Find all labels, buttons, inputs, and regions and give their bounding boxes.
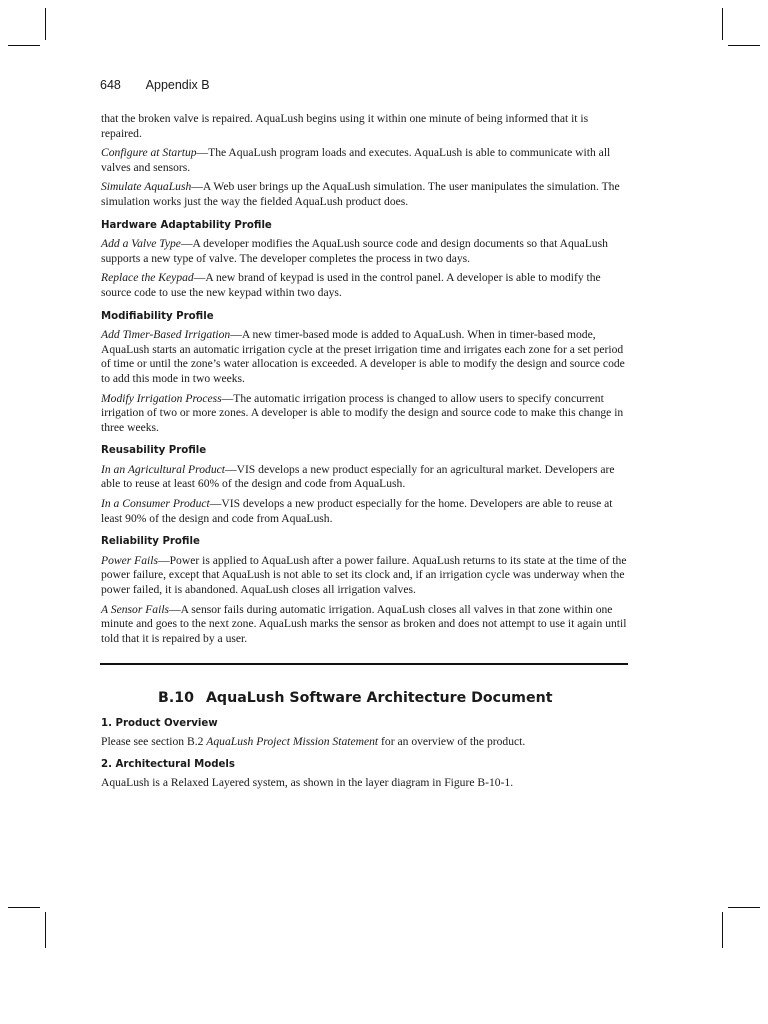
scenario-term: Simulate AquaLush: [101, 180, 192, 194]
cross-reference: AquaLush Project Mission Statement: [206, 734, 379, 748]
crop-mark-top-right-vertical: [722, 8, 723, 40]
section-title-text: AquaLush Software Architecture Document: [205, 690, 553, 706]
intro-continuation: that the broken valve is repaired. AquaLush begins using it within one minute of being informed that it is repaired.: [101, 112, 589, 140]
product-overview-heading: 1. Product Overview: [101, 718, 218, 729]
scenario-text: —A sensor fails during automatic irrigation. AquaLush closes all valves in that zone within one minute and goes to the next zone. AquaLush marks the sensor as broken and does not attempt to use it again until told that it is repaired by a user.: [101, 602, 627, 645]
scenario-term: Modify Irrigation Process: [101, 391, 222, 405]
scenario-add-timer-irrigation: [101, 328, 629, 386]
scenario-text: —VIS develops a new product especially for an agricultural market. Developers are able to reuse at least 60% of the design and code from AquaLush.: [101, 462, 615, 491]
crop-mark-top-left-horizontal: [8, 45, 40, 46]
crop-mark-top-right-horizontal: [728, 45, 760, 46]
reliability-heading: Reliability Profile: [101, 536, 200, 548]
scenario-term: In a Consumer Product: [101, 497, 210, 511]
running-head-title: Appendix B: [145, 78, 210, 92]
page-number: 648: [100, 78, 121, 92]
scenario-term: Power Fails: [101, 553, 159, 567]
crop-mark-bottom-left-horizontal: [8, 907, 40, 908]
section-title: [158, 690, 552, 706]
architectural-models-text: AquaLush is a Relaxed Layered system, as shown in the layer diagram in Figure B-10-1.: [101, 775, 514, 789]
scenario-text: —A Web user brings up the AquaLush simulation. The user manipulates the simulation. The simulation works just the way the fielded AquaLush product does.: [101, 180, 620, 208]
scenario-text: —A new brand of keypad is used in the control panel. A developer is able to modify the source code to use the new keypad within two days.: [101, 271, 601, 299]
scenario-modify-irrigation: [101, 392, 629, 436]
scenario-term: A Sensor Fails: [101, 602, 170, 616]
scenario-agricultural-product: [101, 463, 629, 492]
section-body: [101, 717, 629, 795]
scenario-power-fails: [101, 554, 629, 598]
scenario-text: —Power is applied to AquaLush after a power failure. AquaLush returns to its state at the time of the power failure, except that AquaLush is not able to set its clock and, if an irrigation cycle was underway when the power failed, it is abandoned. AquaLush closes all irrigation valves.: [101, 553, 627, 597]
architectural-models-heading: 2. Architectural Models: [101, 759, 235, 771]
modifiability-heading: Modifiability Profile: [101, 310, 214, 322]
scenario-term: Configure at Startup: [101, 146, 197, 160]
scenario-sensor-fails: [101, 603, 629, 647]
crop-mark-bottom-right-vertical: [722, 912, 723, 948]
scenario-term: Add Timer-Based Irrigation: [101, 328, 231, 342]
crop-mark-top-left-vertical: [45, 8, 46, 40]
scenario-simulate-aqualush: [101, 180, 629, 209]
crop-mark-bottom-right-horizontal: [728, 907, 760, 908]
scenario-text: —The automatic irrigation process is changed to allow users to specify concurrent irrigation of two or more zones. A developer is able to modify the design and source code to make this change in three weeks.: [101, 391, 624, 434]
scenario-add-valve-type: [101, 237, 629, 266]
product-overview-text: Please see section B.2 AquaLush Project Mission Statement for an overview of the product.: [101, 734, 526, 748]
reusability-heading: Reusability Profile: [101, 445, 207, 457]
scenario-configure-at-startup: [101, 146, 629, 175]
scenario-term: Replace the Keypad: [101, 271, 194, 285]
scenario-text: —The AquaLush program loads and executes. AquaLush is able to communicate with all valves and sensors.: [101, 146, 611, 174]
section-divider: [100, 663, 628, 665]
scenario-text: —VIS develops a new product especially for the home. Developers are able to reuse at least 90% of the design and code from AquaLush.: [101, 497, 613, 525]
page-body: [101, 112, 629, 651]
section-number: B.10: [158, 690, 194, 706]
scenario-consumer-product: [101, 497, 629, 526]
scenario-term: In an Agricultural Product: [101, 462, 225, 476]
scenario-text: —A new timer-based mode is added to AquaLush. When in timer-based mode, AquaLush starts an automatic irrigation cycle at the preset irrigation time and irrigates each zone for a set period of time or until the zone’s water allocation is exceeded. A developer is able to modify the design and source code to add this mode in two weeks.: [101, 328, 625, 385]
scenario-term: Add a Valve Type: [101, 237, 181, 251]
scenario-text: —A developer modifies the AquaLush source code and design documents so that AquaLush supports a new type of valve. The developer completes the process in two days.: [101, 237, 608, 265]
crop-mark-bottom-left-vertical: [45, 912, 46, 948]
running-head: [100, 78, 210, 92]
hardware-heading: Hardware Adaptability Profile: [101, 219, 272, 231]
scenario-replace-keypad: [101, 271, 629, 300]
